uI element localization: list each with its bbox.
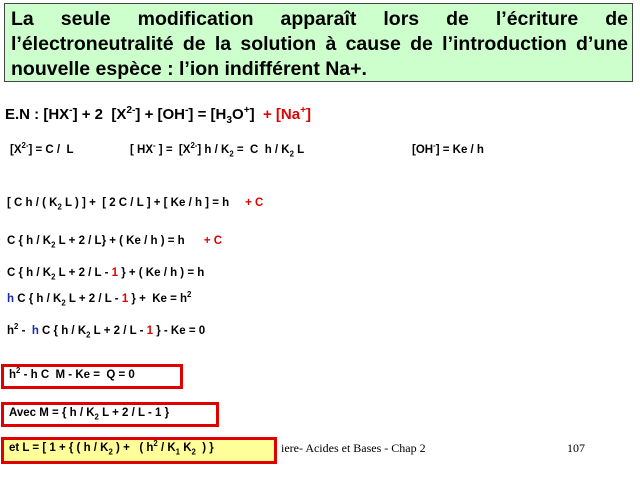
footer-course: iere- Acides et Bases - Chap 2 [281, 441, 426, 455]
oh-definition: [OH-] = Ke / h [412, 141, 484, 156]
hx-definition: [ HX- ] = $[X^{2-}]$ $h / K_2 = C$ h / $K_2$ L [130, 141, 305, 159]
equation-line-2: C { h / $K_2$ L + 2 / L} + ( Ke / h ) = h + C [7, 235, 223, 250]
equation-line-1: [ C h / ( $K_2$ L ) ] + [ 2 C / L ] + [ Ke / h ] = h + C [7, 197, 264, 212]
equation-line-4: h C { h / $K_2$ L + 2 / L - 1 } + $Ke = h^2$ [7, 290, 192, 308]
quadratic-box: $h^2$ - h C M - Ke = Q = 0 [1, 364, 183, 389]
equation-line-3: C { h / $K_2$ L + 2 / L - 1 } + ( Ke / h ) = h [7, 267, 205, 282]
equation-line-5: $h^2$ - h C { h / $K_2$ L + 2 / L - 1 } - Ke = 0 [7, 322, 206, 340]
page-number: 107 [567, 441, 585, 455]
electroneutrality-equation: E.N : [HX-] + 2 $[X^{2-}] + [OH^-] = [H_3O^+] + [Na^+]$ [5, 105, 312, 126]
intro-text-box [4, 3, 633, 82]
l-definition-box: et L = [ 1 + { ( h / $K_2$ ) + ( $h^2 / K_1$ $K_2$ ) } [1, 437, 277, 464]
species-definitions: $[X^{2-}] = C / L$ [10, 141, 74, 156]
intro-text: La seule modification apparaît lors de l’écriture de l’électroneutralité de la solution à cause de l’introduction d’une nouvelle espèce : l’ion indifférent Na+. [11, 8, 628, 80]
m-definition-box: Avec M = { h / $K_2$ L + 2 / L - 1 } [1, 402, 219, 427]
